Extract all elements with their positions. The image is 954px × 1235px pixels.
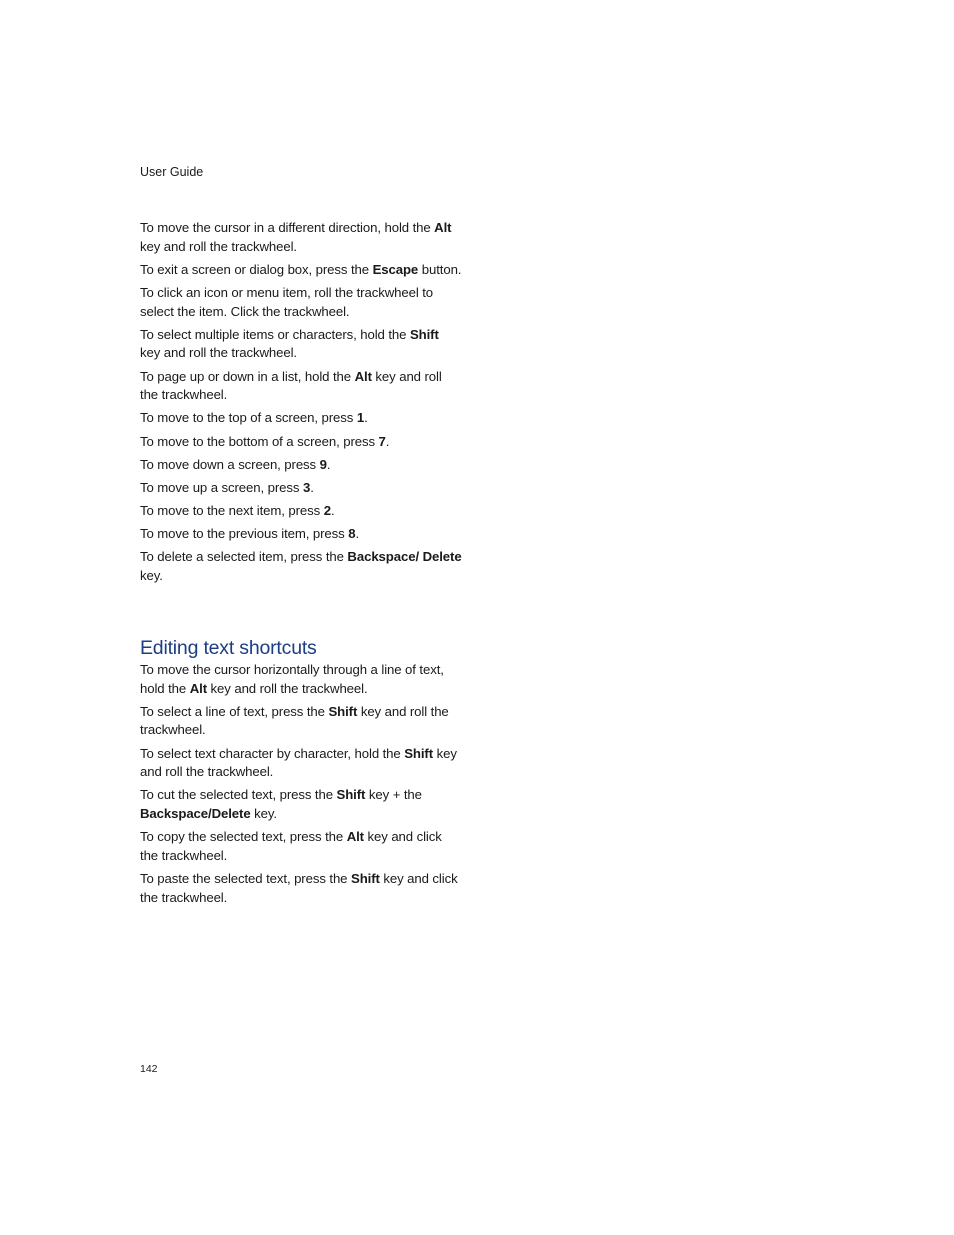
key-name: 2 [323, 503, 331, 519]
key-name: Alt [346, 829, 364, 845]
navigation-paragraph-list [140, 219, 462, 586]
text-run: To cut the selected text, press the [140, 787, 337, 803]
text-run: To paste the selected text, press the [140, 870, 351, 886]
shortcut-paragraph [140, 433, 462, 452]
text-run: To select text character by character, hold the [140, 745, 405, 761]
text-run: To exit a screen or dialog box, press the [140, 261, 373, 277]
shortcut-paragraph [140, 745, 462, 782]
shortcut-paragraph [140, 661, 462, 698]
text-run: key and click the trackwheel. [140, 870, 458, 905]
key-name: Shift [328, 703, 358, 719]
shortcut-paragraph [140, 326, 462, 363]
key-name: Alt [434, 220, 452, 235]
text-run: To select a line of text, press the [140, 703, 329, 719]
text-run: key + the [365, 787, 422, 803]
running-header: User Guide [140, 165, 204, 179]
text-run: . [385, 433, 390, 449]
key-name: Shift [409, 326, 439, 342]
text-run: To delete a selected item, press the [140, 549, 348, 565]
shortcut-paragraph [140, 828, 462, 865]
text-run: . [364, 410, 368, 426]
shortcut-paragraph [140, 284, 462, 321]
shortcut-paragraph [140, 502, 462, 521]
editing-shortcuts-section [140, 636, 462, 912]
key-name: 3 [302, 479, 311, 495]
text-run: To select multiple items or characters, hold the [140, 326, 410, 342]
text-run: To copy the selected text, press the [140, 829, 347, 845]
shortcut-paragraph [140, 870, 462, 907]
key-name: Alt [354, 368, 372, 384]
shortcut-paragraph [140, 786, 462, 823]
key-name: Shift [404, 745, 434, 761]
text-run: To page up or down in a list, hold the [140, 368, 355, 384]
text-run: key. [250, 805, 277, 821]
shortcut-paragraph [140, 368, 462, 405]
text-run: key and roll the trackwheel. [140, 345, 297, 361]
section-heading: Editing text shortcuts [140, 637, 317, 659]
text-run: key and roll the trackwheel. [140, 368, 442, 403]
text-run: To move down a screen, press [140, 456, 320, 472]
text-run: key and click the trackwheel. [140, 829, 442, 863]
text-run: . [330, 503, 335, 519]
shortcut-paragraph [140, 219, 462, 256]
text-run: key. [140, 568, 163, 584]
key-name: Shift [336, 787, 366, 803]
editing-paragraph-list [140, 661, 462, 907]
key-name: 8 [348, 526, 356, 542]
text-run: To move to the previous item, press [140, 526, 349, 542]
text-run: key and roll the trackwheel. [140, 238, 297, 254]
key-name: Escape [372, 261, 419, 277]
key-name: Alt [189, 680, 207, 696]
text-run: To move the cursor in a different direction, hold the [140, 220, 435, 235]
shortcut-paragraph [140, 548, 462, 585]
key-name: Shift [351, 870, 380, 886]
key-name: 7 [378, 433, 386, 449]
text-run: To move to the bottom of a screen, press [140, 433, 379, 449]
shortcut-paragraph [140, 456, 462, 475]
key-name: Backspace/Delete [140, 805, 251, 821]
key-name: 1 [356, 410, 365, 426]
navigation-shortcuts-section [140, 219, 462, 590]
key-name: Backspace/ Delete [347, 549, 462, 565]
text-run: To move up a screen, press [140, 479, 303, 495]
text-run: key and roll the trackwheel. [140, 703, 449, 738]
key-name: 9 [319, 456, 327, 472]
text-run: . [310, 479, 314, 495]
text-run: To click an icon or menu item, roll the trackwheel to select the item. Click the trackwheel. [140, 284, 434, 319]
text-run: button. [418, 261, 462, 277]
page-number: 142 [140, 1063, 158, 1075]
shortcut-paragraph [140, 525, 462, 544]
text-run: To move to the next item, press [140, 503, 324, 519]
shortcut-paragraph [140, 409, 462, 428]
text-run: . [326, 456, 331, 472]
shortcut-paragraph [140, 703, 462, 740]
text-run: key and roll the trackwheel. [206, 680, 368, 696]
text-run: To move the cursor horizontally through a line of text, hold the [140, 662, 444, 696]
text-run: . [355, 526, 360, 542]
shortcut-paragraph [140, 261, 462, 280]
text-run: To move to the top of a screen, press [140, 410, 357, 426]
text-run: key and roll the trackwheel. [140, 745, 457, 780]
shortcut-paragraph [140, 479, 462, 498]
